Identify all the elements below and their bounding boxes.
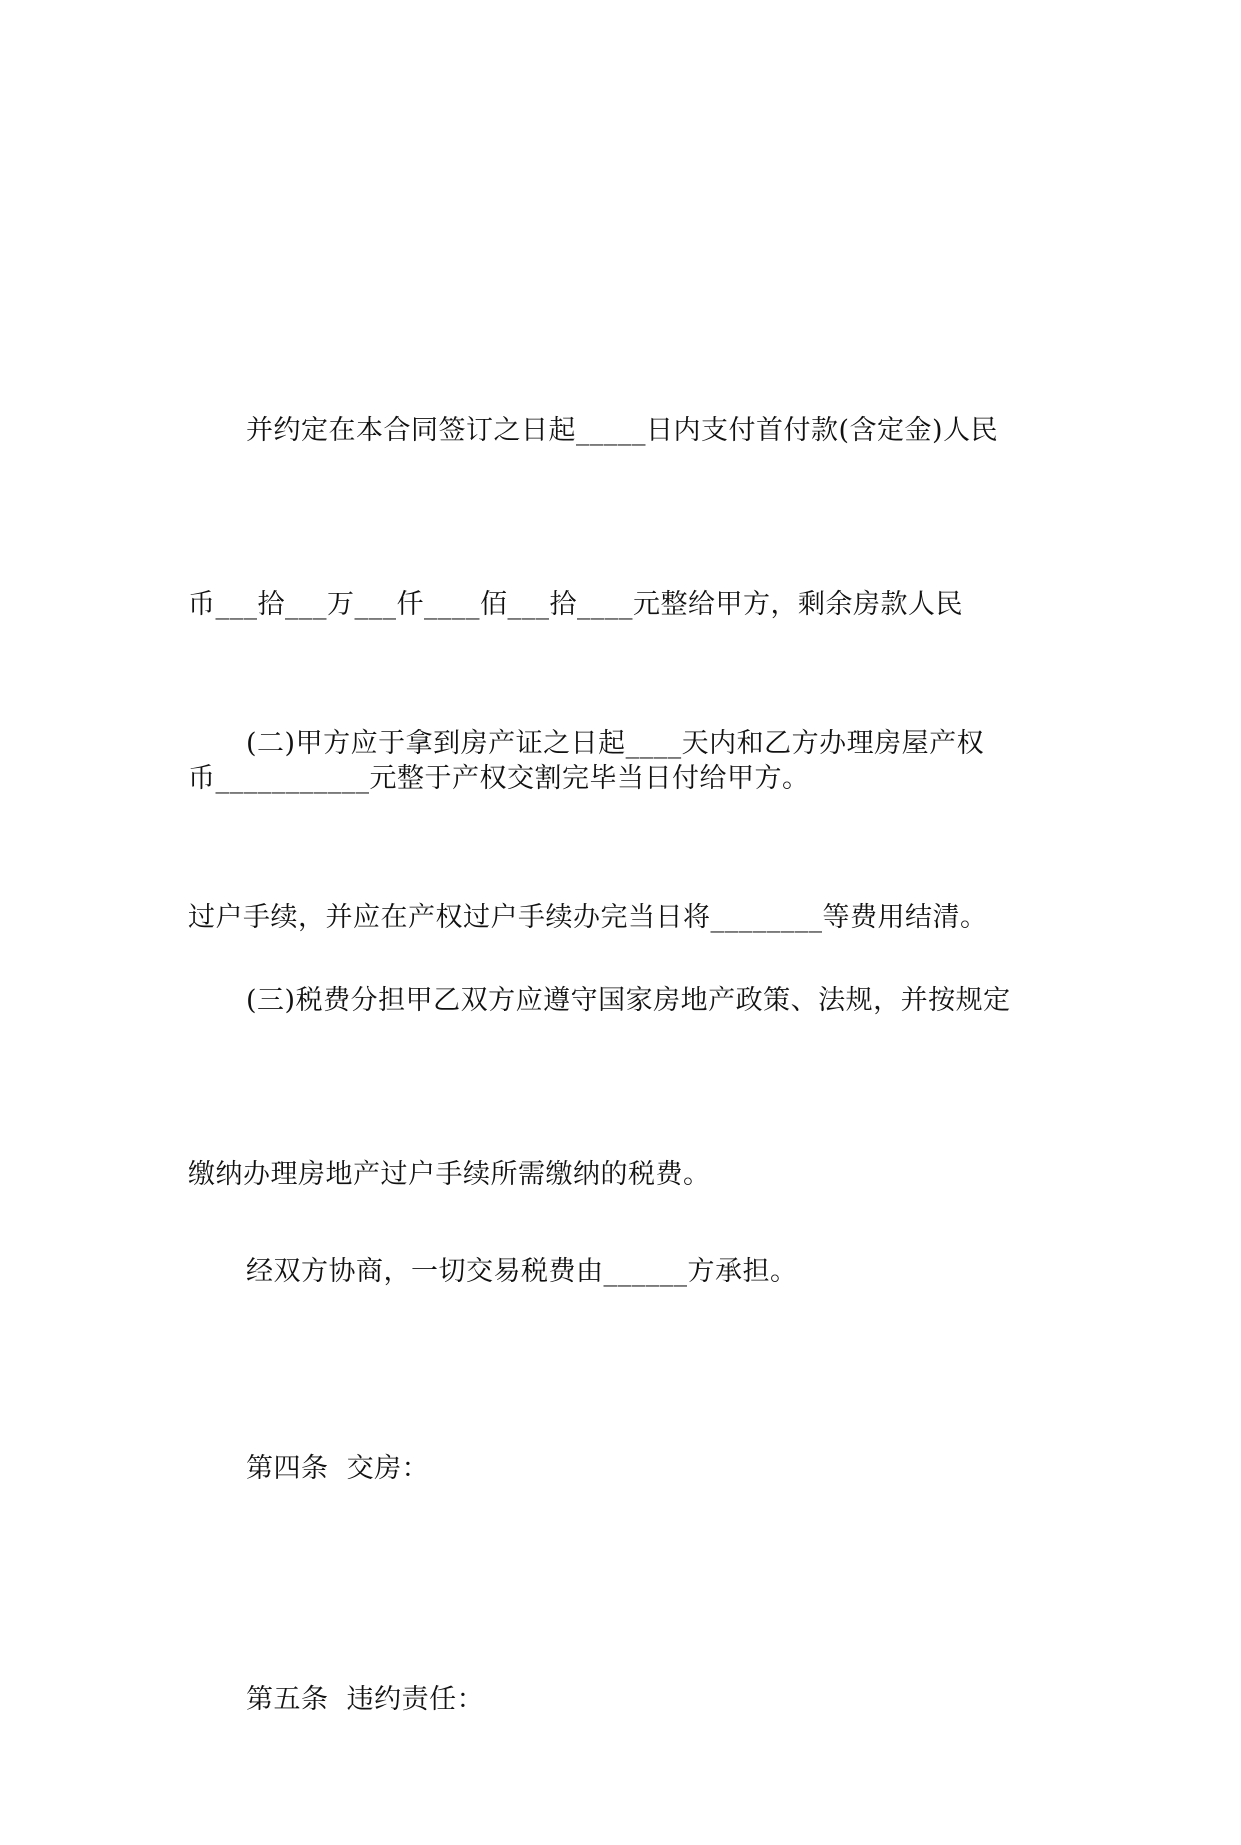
paragraph-line: 过户手续，并应在产权过户手续办完当日将________等费用结清。: [188, 902, 988, 933]
paragraph-line: (三)税费分担甲乙双方应遵守国家房地产政策、法规，并按规定: [246, 985, 1011, 1016]
paragraph-line: 缴纳办理房地产过户手续所需缴纳的税费。: [188, 1159, 711, 1190]
heading-article-5: [188, 1555, 1058, 1845]
paragraph-line: 经双方协商，一切交易税费由______方承担。: [246, 1256, 798, 1287]
article-heading: 第五条 违约责任：: [246, 1684, 485, 1715]
paragraph-line: 并约定在本合同签订之日起_____日内支付首付款(含定金)人民: [246, 415, 999, 446]
paragraph-line: (二)甲方应于拿到房产证之日起____天内和乙方办理房屋产权: [246, 728, 985, 759]
paragraph-line: 币___拾___万___仟____佰___拾____元整给甲方，剩余房款人民: [188, 589, 963, 620]
paragraph-line: 币___________元整于产权交割完毕当日付给甲方。: [188, 763, 810, 794]
article-heading: 第四条 交房：: [246, 1453, 430, 1484]
